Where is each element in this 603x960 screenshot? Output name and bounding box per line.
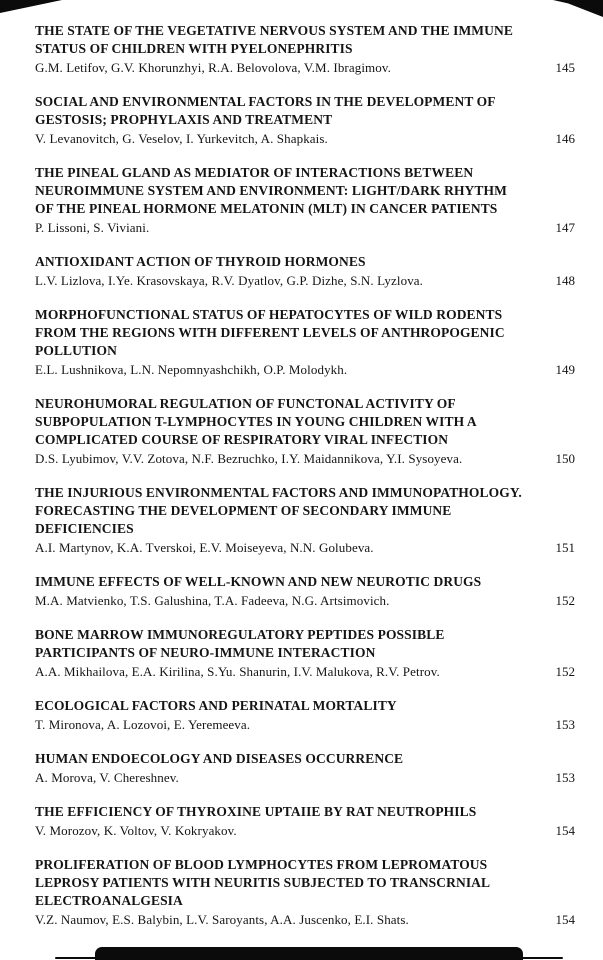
- entry-meta-row: [35, 272, 575, 290]
- scan-artifact-top-right: [553, 0, 603, 17]
- entry-page-number: 154: [555, 912, 575, 927]
- toc-entry: [35, 22, 575, 77]
- entry-meta-row: [35, 361, 575, 379]
- entry-title: SOCIAL AND ENVIRONMENTAL FACTORS IN THE DEVELOPMENT OF GESTOSIS; PROPHYLAXIS AND TREATMENT: [35, 94, 496, 127]
- entry-title: THE STATE OF THE VEGETATIVE NERVOUS SYSTEM AND THE IMMUNE STATUS OF CHILDREN WITH PYELONEPHRITIS: [35, 23, 513, 56]
- entry-title: NEUROHUMORAL REGULATION OF FUNCTONAL ACTIVITY OF SUBPOPULATION T-LYMPHOCYTES IN YOUNG CHILDREN WITH A COMPLICATED COURSE OF RESPIRATORY VIRAL INFECTION: [35, 396, 477, 447]
- entry-title: MORPHOFUNCTIONAL STATUS OF HEPATOCYTES OF WILD RODENTS FROM THE REGIONS WITH DIFFERENT LEVELS OF ANTHROPOGENIC POLLUTION: [35, 307, 505, 358]
- toc-entry: [35, 164, 575, 237]
- scan-artifact-top-left: [0, 0, 62, 13]
- entry-authors: V. Levanovitch, G. Veselov, I. Yurkevitch, A. Shapkais.: [35, 131, 328, 146]
- entry-page-number: 148: [555, 273, 575, 288]
- entry-page-number: 151: [555, 540, 575, 555]
- entry-title: THE INJURIOUS ENVIRONMENTAL FACTORS AND IMMUNOPATHOLOGY. FORECASTING THE DEVELOPMENT OF SECONDARY IMMUNE DEFICIENCIES: [35, 485, 522, 536]
- entry-page-number: 147: [555, 220, 575, 235]
- entry-authors: L.V. Lizlova, I.Ye. Krasovskaya, R.V. Dyatlov, G.P. Dizhe, S.N. Lyzlova.: [35, 273, 424, 288]
- entry-page-number: 149: [555, 362, 575, 377]
- entry-title: THE EFFICIENCY OF THYROXINE UPTAIIE BY RAT NEUTROPHILS: [35, 804, 477, 819]
- entry-authors: A. Morova, V. Chereshnev.: [35, 770, 179, 785]
- entry-page-number: 145: [555, 60, 575, 75]
- entry-title: THE PINEAL GLAND AS MEDIATOR OF INTERACTIONS BETWEEN NEUROIMMUNE SYSTEM AND ENVIRONMENT: LIGHT/DARK RHYTHM OF THE PINEAL HORMONE MELATONIN (MLT) IN CANCER PATIENTS: [35, 165, 507, 216]
- entry-authors: A.A. Mikhailova, E.A. Kirilina, S.Yu. Shanurin, I.V. Malukova, R.V. Petrov.: [35, 664, 440, 679]
- entry-authors: V.Z. Naumov, E.S. Balybin, L.V. Saroyants, A.A. Juscenko, E.I. Shats.: [35, 912, 409, 927]
- toc-entry: [35, 803, 575, 840]
- entry-meta-row: [35, 822, 575, 840]
- toc-entry: [35, 750, 575, 787]
- entry-title: HUMAN ENDOECOLOGY AND DISEASES OCCURRENCE: [35, 751, 404, 766]
- toc-entry: [35, 306, 575, 379]
- entry-authors: M.A. Matvienko, T.S. Galushina, T.A. Fadeeva, N.G. Artsimovich.: [35, 593, 390, 608]
- entry-authors: D.S. Lyubimov, V.V. Zotova, N.F. Bezruchko, I.Y. Maidannikova, Y.I. Sysoyeva.: [35, 451, 463, 466]
- entry-title: ANTIOXIDANT ACTION OF THYROID HORMONES: [35, 254, 366, 269]
- entry-meta-row: [35, 663, 575, 681]
- entry-authors: T. Mironova, A. Lozovoi, E. Yeremeeva.: [35, 717, 251, 732]
- entry-page-number: 153: [555, 717, 575, 732]
- entry-page-number: 150: [555, 451, 575, 466]
- entry-meta-row: [35, 769, 575, 787]
- toc-entry: [35, 697, 575, 734]
- entry-meta-row: [35, 539, 575, 557]
- toc-entry: [35, 253, 575, 290]
- toc-entry: [35, 395, 575, 468]
- entry-authors: A.I. Martynov, K.A. Tverskoi, E.V. Moiseyeva, N.N. Golubeva.: [35, 540, 374, 555]
- entry-meta-row: [35, 716, 575, 734]
- toc-entry: [35, 484, 575, 557]
- scan-artifact-bottom: [95, 947, 523, 960]
- entry-title: IMMUNE EFFECTS OF WELL-KNOWN AND NEW NEUROTIC DRUGS: [35, 574, 482, 589]
- toc-entry: [35, 573, 575, 610]
- entry-meta-row: [35, 911, 575, 929]
- entry-meta-row: [35, 592, 575, 610]
- toc-list: [35, 22, 575, 945]
- entry-authors: V. Morozov, K. Voltov, V. Kokryakov.: [35, 823, 237, 838]
- entry-title: PROLIFERATION OF BLOOD LYMPHOCYTES FROM LEPROMATOUS LEPROSY PATIENTS WITH NEURITIS SUBJECTED TO TRANSCRNIAL ELECTROANALGESIA: [35, 857, 490, 908]
- entry-authors: P. Lissoni, S. Viviani.: [35, 220, 150, 235]
- entry-page-number: 152: [555, 664, 575, 679]
- entry-meta-row: [35, 450, 575, 468]
- entry-page-number: 153: [555, 770, 575, 785]
- toc-entry: [35, 626, 575, 681]
- entry-title: ECOLOGICAL FACTORS AND PERINATAL MORTALITY: [35, 698, 397, 713]
- entry-meta-row: [35, 219, 575, 237]
- toc-entry: [35, 93, 575, 148]
- entry-authors: E.L. Lushnikova, L.N. Nepomnyashchikh, O.P. Molodykh.: [35, 362, 348, 377]
- entry-page-number: 154: [555, 823, 575, 838]
- entry-page-number: 146: [555, 131, 575, 146]
- entry-authors: G.M. Letifov, G.V. Khorunzhyi, R.A. Belovolova, V.M. Ibragimov.: [35, 60, 391, 75]
- entry-meta-row: [35, 130, 575, 148]
- entry-title: BONE MARROW IMMUNOREGULATORY PEPTIDES POSSIBLE PARTICIPANTS OF NEURO-IMMUNE INTERACTION: [35, 627, 445, 660]
- entry-page-number: 152: [555, 593, 575, 608]
- toc-entry: [35, 856, 575, 929]
- entry-meta-row: [35, 59, 575, 77]
